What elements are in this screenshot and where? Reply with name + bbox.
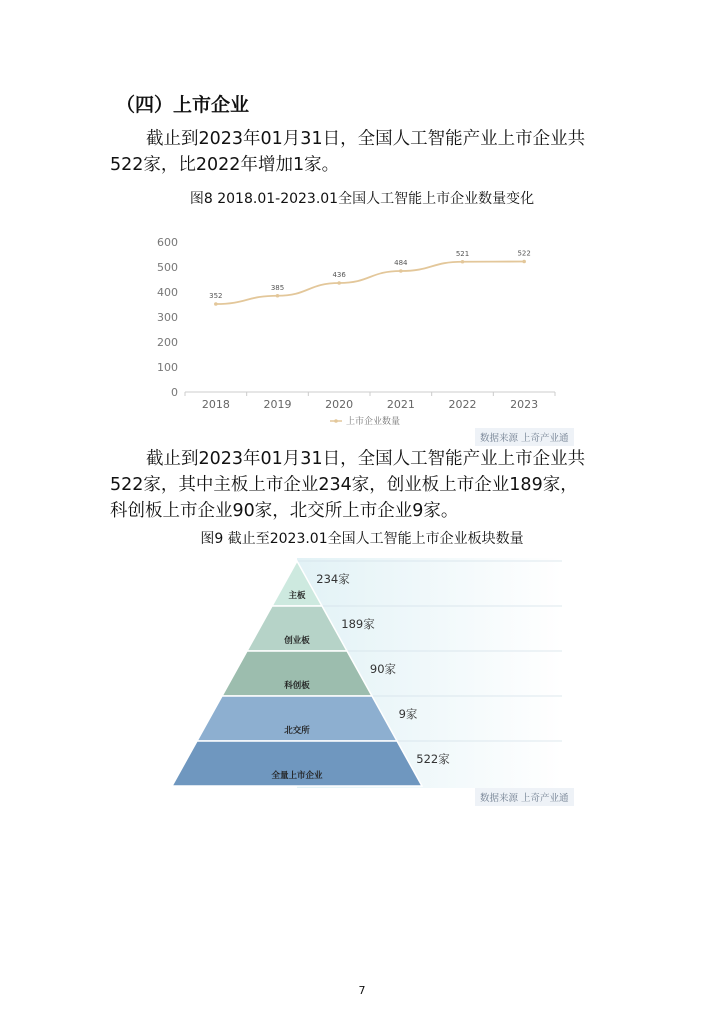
legend-swatch-dot [334,419,338,423]
band-label: 全量上市企业 [271,771,323,781]
data-point [337,281,341,285]
data-point [276,294,280,298]
y-tick-label: 200 [157,336,178,349]
data-point [522,260,526,264]
band-value-label: 90家 [369,662,397,676]
y-tick-label: 500 [157,261,178,274]
section-heading: （四）上市企业 [116,94,250,116]
paragraph-1-line-1: 截止到2023年01月31日，全国人工智能产业上市企业共 [146,129,586,149]
pyramid-chart-svg [160,558,570,788]
y-tick-label: 100 [157,361,178,374]
line-chart-svg [150,228,570,428]
paragraph-2 [110,446,620,524]
paragraph-2-line-1: 截止到2023年01月31日，全国人工智能产业上市企业共 [146,449,586,469]
band-value-label: 234家 [316,572,350,586]
figure-9-title: 图9 截止至2023.01全国人工智能上市企业板块数量 [200,531,524,547]
x-tick-label: 2022 [448,398,477,411]
data-label: 385 [270,283,285,292]
page-number: 7 [358,984,366,997]
data-label: 352 [209,292,223,300]
x-tick-label: 2019 [263,398,292,411]
data-label: 484 [394,259,408,267]
data-label: 522 [517,249,531,258]
band-value-label: 522家 [416,752,450,766]
series-line [216,262,524,305]
source-note-1: 数据来源 上奇产业通 [475,428,574,446]
data-label: 521 [455,249,470,258]
x-tick-label: 2023 [510,398,539,411]
x-tick-label: 2021 [386,398,415,411]
x-tick-label: 2018 [201,398,230,411]
band-label: 主板 [288,591,306,601]
data-label: 436 [332,271,346,279]
y-tick-label: 300 [157,311,178,324]
pyramid-chart [160,558,570,792]
band-value-label: 189家 [341,617,375,631]
y-tick-label: 400 [157,286,178,299]
y-tick-label: 600 [157,236,178,249]
paragraph-1-line-2: 522家，比2022年增加1家。 [110,155,340,175]
data-point [399,269,403,273]
band-label: 科创板 [284,681,310,691]
x-tick-label: 2020 [325,398,354,411]
legend-label: 上市企业数量 [346,417,401,427]
paragraph-2-line-3: 科创板上市企业90家，北交所上市企业9家。 [110,501,459,521]
paragraph-2-line-2: 522家，其中主板上市企业234家，创业板上市企业189家， [110,475,578,495]
data-point [461,260,465,264]
source-note-2: 数据来源 上奇产业通 [475,788,574,806]
band-label: 北交所 [284,726,310,736]
data-point [214,302,218,306]
line-chart [150,228,570,432]
paragraph-1 [110,126,620,178]
band-label: 创业板 [284,636,310,646]
band-value-label: 9家 [398,707,418,721]
figure-8-title: 图8 2018.01-2023.01全国人工智能上市企业数量变化 [189,191,535,207]
y-tick-label: 0 [171,386,178,399]
